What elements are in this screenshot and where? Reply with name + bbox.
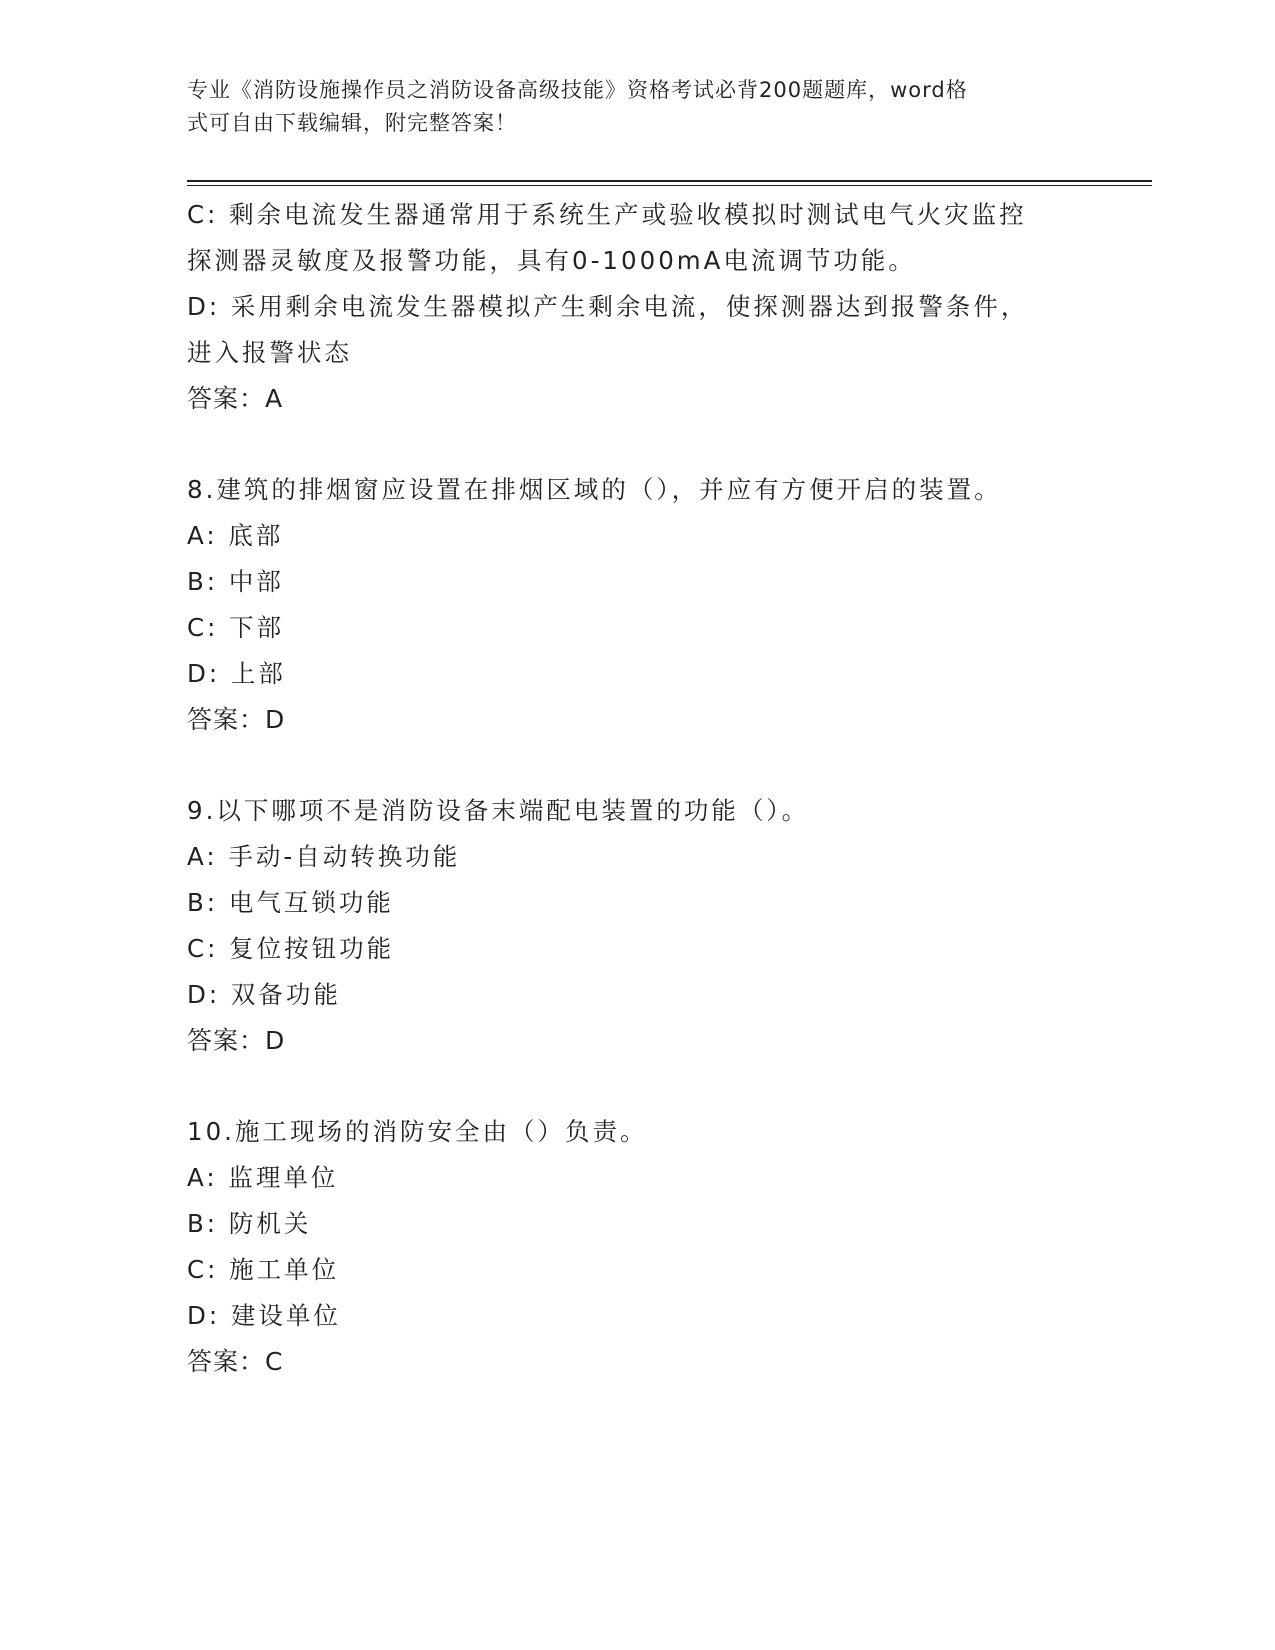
question-content xyxy=(187,192,1107,1385)
answer-line: 答案：A xyxy=(187,384,284,413)
option-c: C: 施工单位 xyxy=(187,1255,340,1284)
option-d: D: 建设单位 xyxy=(187,1301,341,1330)
answer-line: 答案：D xyxy=(187,705,286,734)
question-stem: 9.以下哪项不是消防设备末端配电装置的功能（）。 xyxy=(187,796,810,825)
option-c: C: 下部 xyxy=(187,613,285,642)
spacer xyxy=(187,422,1107,467)
question-10 xyxy=(187,1109,1107,1385)
spacer xyxy=(187,1064,1107,1109)
previous-question-continuation xyxy=(187,192,1107,422)
answer-line: 答案：C xyxy=(187,1347,284,1376)
option-a: A: 手动-自动转换功能 xyxy=(187,842,461,871)
option-a: A: 监理单位 xyxy=(187,1163,339,1192)
option-d-line-2: 进入报警状态 xyxy=(187,338,352,367)
option-d-line-1: D: 采用剩余电流发生器模拟产生剩余电流，使探测器达到报警条件， xyxy=(187,292,1029,321)
option-c-line-2: 探测器灵敏度及报警功能，具有0-1000mA电流调节功能。 xyxy=(187,246,916,275)
option-d: D: 双备功能 xyxy=(187,980,341,1009)
question-stem: 8.建筑的排烟窗应设置在排烟区域的（），并应有方便开启的装置。 xyxy=(187,475,1002,504)
document-header xyxy=(187,74,1087,140)
spacer xyxy=(187,743,1107,788)
option-c-line-1: C: 剩余电流发生器通常用于系统生产或验收模拟时测试电气火灾监控 xyxy=(187,200,1027,229)
header-line-2: 式可自由下载编辑，附完整答案！ xyxy=(187,111,517,135)
option-c: C: 复位按钮功能 xyxy=(187,934,395,963)
question-stem: 10.施工现场的消防安全由（）负责。 xyxy=(187,1117,648,1146)
question-8 xyxy=(187,467,1107,743)
header-line-1: 专业《消防设施操作员之消防设备高级技能》资格考试必背200题题库，word格 xyxy=(187,78,968,102)
option-d: D: 上部 xyxy=(187,659,286,688)
header-divider-thick xyxy=(187,180,1152,182)
option-b: B: 中部 xyxy=(187,567,284,596)
option-b: B: 电气互锁功能 xyxy=(187,888,394,917)
question-9 xyxy=(187,788,1107,1064)
answer-line: 答案：D xyxy=(187,1026,286,1055)
option-a: A: 底部 xyxy=(187,521,284,550)
option-b: B: 防机关 xyxy=(187,1209,312,1238)
header-divider-thin xyxy=(187,185,1152,186)
